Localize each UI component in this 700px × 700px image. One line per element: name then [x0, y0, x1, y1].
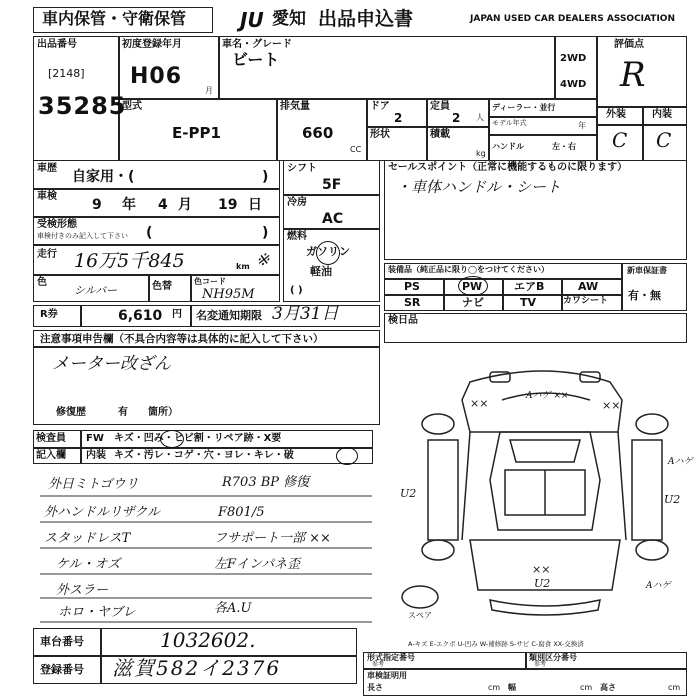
length-label: 長さ	[367, 683, 383, 692]
lot-bracket: [2148]	[48, 67, 85, 80]
recycle-label: R券	[40, 309, 58, 320]
color-code-label: 色コード	[194, 277, 226, 286]
model-spec-label: 形式指定番号	[367, 653, 415, 662]
fuel-gas: ガソリン	[306, 245, 350, 258]
rating-ext-value: C	[612, 128, 628, 152]
rating-ext-label: 外装	[606, 109, 626, 120]
rating-int-label: 内装	[652, 109, 672, 120]
first-reg-value: H06	[130, 64, 183, 89]
mark-right-u: U2	[664, 493, 681, 506]
model-year-suffix: 年	[578, 121, 586, 130]
color-swap-label: 色替	[152, 281, 172, 292]
receive-close: )	[262, 225, 269, 241]
displacement-label: 排気量	[280, 101, 310, 112]
deadline-value: 3月31日	[272, 304, 339, 324]
length-unit: cm	[488, 683, 501, 692]
comment-right-3: フサポート一部 ××	[214, 531, 331, 546]
car-name-label: 車名・グレード	[222, 39, 292, 50]
capacity-value: 2	[452, 111, 461, 125]
handle-value: 左・右	[552, 142, 576, 151]
equip-navi: ナビ	[462, 296, 484, 309]
mark-rear-right: Aハゲ	[646, 581, 671, 591]
notes-label: 注意事項申告欄（不具合内容等は具体的に記入して下さい）	[40, 333, 324, 345]
int-label: 内装	[86, 450, 106, 461]
rating-value: R	[620, 55, 646, 95]
drive-4wd: 4WD	[560, 79, 587, 90]
mark-left-side: U2	[400, 487, 417, 500]
displacement-value: 660	[302, 124, 334, 142]
mark-right-side: Aハゲ	[668, 457, 693, 467]
ac-value: AC	[322, 211, 344, 227]
recycle-value: 6,610	[118, 308, 163, 324]
color-value: シルバー	[74, 284, 117, 297]
fuel-diesel: 軽油	[310, 265, 332, 278]
inspection-label: 車検	[37, 191, 57, 202]
history-value: 自家用・(	[72, 169, 135, 185]
sales-point-box	[384, 160, 687, 260]
dealer-label: ディーラー・並行	[492, 103, 556, 112]
lot-check-label: 検日品	[388, 315, 418, 326]
registration-label: 登録番号	[40, 663, 84, 676]
mileage-label: 走行	[37, 249, 57, 260]
form-title: 出品申込書	[318, 8, 414, 30]
mark-front-left: ××	[470, 397, 489, 410]
height-label: 高さ	[600, 683, 616, 692]
inspector-label2: 記入欄	[36, 450, 66, 461]
receive-open: (	[146, 225, 153, 241]
shift-label: シフト	[287, 163, 317, 174]
repair-place: 箇所）	[148, 407, 178, 418]
warranty-label: 新車保証書	[627, 266, 667, 275]
recycle-unit: 円	[172, 309, 182, 320]
equipment-label: 装備品（純正品に限り◯をつけてください）	[388, 265, 549, 274]
comment-right-4: 左Fインパネ歪	[214, 557, 301, 572]
rating-int-value: C	[656, 128, 672, 152]
equip-ps: PS	[404, 280, 420, 293]
repair-label: 修復歴	[56, 407, 86, 418]
equip-aw: AW	[578, 280, 599, 293]
inspection-month-suffix: 月	[178, 197, 192, 213]
damage-legend: A-キズ E-エクボ U-凹み W-補修跡 S-サビ C-腐食 XX-交換済	[408, 640, 584, 648]
color-code-value: NH95M	[202, 287, 255, 302]
capacity-unit: 人	[476, 113, 484, 122]
ju-logo: JU	[240, 8, 264, 32]
comment-right-5: 各A.U	[214, 601, 252, 616]
crack-circle-mark	[160, 430, 184, 448]
gas-circle-mark	[316, 241, 340, 265]
class-label: 類別区分番号	[529, 653, 577, 662]
mileage-value: 16万5千845	[74, 250, 185, 272]
comment-right-2: F801/5	[218, 505, 265, 520]
receive-note: 車検付きのみ記入して下さい	[37, 232, 128, 240]
handle-label: ハンドル	[492, 142, 524, 151]
comment-3: スタッドレスT	[44, 531, 131, 546]
comment-right-1: R703 BP 修復	[222, 475, 310, 490]
car-name-value: ビート	[232, 50, 280, 69]
deadline-label: 名変通知期限	[196, 309, 262, 322]
capacity-label: 定員	[430, 101, 450, 112]
model-year-label: モデル年式	[492, 119, 527, 127]
notes-value: メーター改ざん	[52, 354, 171, 374]
mark-rear-center-2: U2	[534, 577, 551, 590]
int-items: キズ・汚レ・コゲ・穴・ヨレ・キレ・破	[114, 450, 294, 461]
receive-label: 受検形態	[37, 219, 77, 230]
comment-1: 外日ミトゴウリ	[48, 477, 139, 492]
displacement-unit: CC	[350, 145, 362, 154]
mileage-mark: ※	[256, 250, 270, 269]
model-label: 型式	[122, 101, 142, 112]
chassis-label: 車台番号	[40, 635, 84, 648]
cert-label: 車検証明用	[367, 671, 407, 680]
tear-circle-mark	[336, 447, 358, 465]
fuel-label: 燃料	[287, 231, 307, 242]
inspector-label: 検査員	[36, 433, 66, 444]
association-name: JAPAN USED CAR DEALERS ASSOCIATION	[470, 14, 675, 24]
comment-4: ケル・オズ	[56, 557, 121, 572]
pw-circle-mark	[458, 276, 488, 296]
equip-sr: SR	[404, 296, 421, 309]
history-close: )	[262, 169, 269, 185]
inspection-month: 4	[158, 197, 168, 213]
storage-title: 車内保管・守衛保管	[42, 9, 187, 28]
footer-ref-1: 参考	[372, 661, 385, 668]
model-value: E-PP1	[172, 124, 221, 142]
color-label: 色	[37, 277, 47, 288]
equip-seat: カワシート	[563, 296, 609, 306]
chassis-value: 1032602.	[160, 628, 256, 652]
doors-label: ドア	[370, 101, 390, 112]
equip-tv: TV	[520, 296, 537, 309]
load-label: 積載	[430, 129, 450, 140]
load-unit: kg	[476, 149, 486, 158]
spare-label: スペア	[408, 611, 432, 620]
registration-value: 滋賀582イ2376	[112, 656, 282, 680]
comment-5: 外スラー	[56, 583, 109, 598]
equip-pw: PW	[462, 280, 483, 293]
shape-label: 形状	[370, 129, 390, 140]
drive-2wd: 2WD	[560, 53, 587, 64]
lot-number: 35285	[38, 92, 127, 120]
sales-point-label: セールスポイント（正常に機能するものに限ります）	[388, 162, 628, 173]
rating-label: 評価点	[614, 39, 644, 50]
lot-label: 出品番号	[37, 39, 77, 50]
fuel-paren: ( )	[290, 285, 303, 296]
fw-items: キズ・凹み・ヒビ割・リペア跡・X要	[114, 433, 282, 444]
mark-front-right: ××	[602, 399, 621, 412]
equip-airbag: エアB	[514, 280, 545, 293]
first-reg-label: 初度登録年月	[122, 39, 182, 50]
footer-ref-2: 参考	[534, 661, 547, 668]
mark-front-center: Aハゲ ××	[526, 391, 569, 401]
mark-rear-center: ××	[532, 563, 551, 576]
fw-label: FW	[86, 433, 104, 444]
shift-value: 5F	[322, 177, 342, 193]
height-unit: cm	[668, 683, 681, 692]
width-unit: cm	[580, 683, 593, 692]
inspection-year-suffix: 年	[122, 197, 136, 213]
history-label: 車歴	[37, 163, 57, 174]
comment-2: 外ハンドルリザクル	[44, 505, 160, 520]
width-label: 幅	[508, 683, 516, 692]
doors-value: 2	[394, 111, 403, 125]
org-name: 愛知	[272, 9, 306, 29]
sales-point-value: ・車体ハンドル・シート	[396, 178, 562, 196]
warranty-value: 有・無	[628, 289, 661, 302]
ac-label: 冷房	[287, 197, 307, 208]
inspection-day: 19	[218, 197, 238, 213]
mileage-unit: km	[236, 262, 250, 271]
comment-6: ホロ・ヤブレ	[58, 605, 136, 620]
inspection-day-suffix: 日	[248, 197, 262, 213]
lot-check-box	[384, 313, 687, 343]
inspection-year: 9	[92, 197, 102, 213]
repair-value: 有	[118, 407, 128, 418]
first-reg-month: 月	[205, 86, 213, 95]
